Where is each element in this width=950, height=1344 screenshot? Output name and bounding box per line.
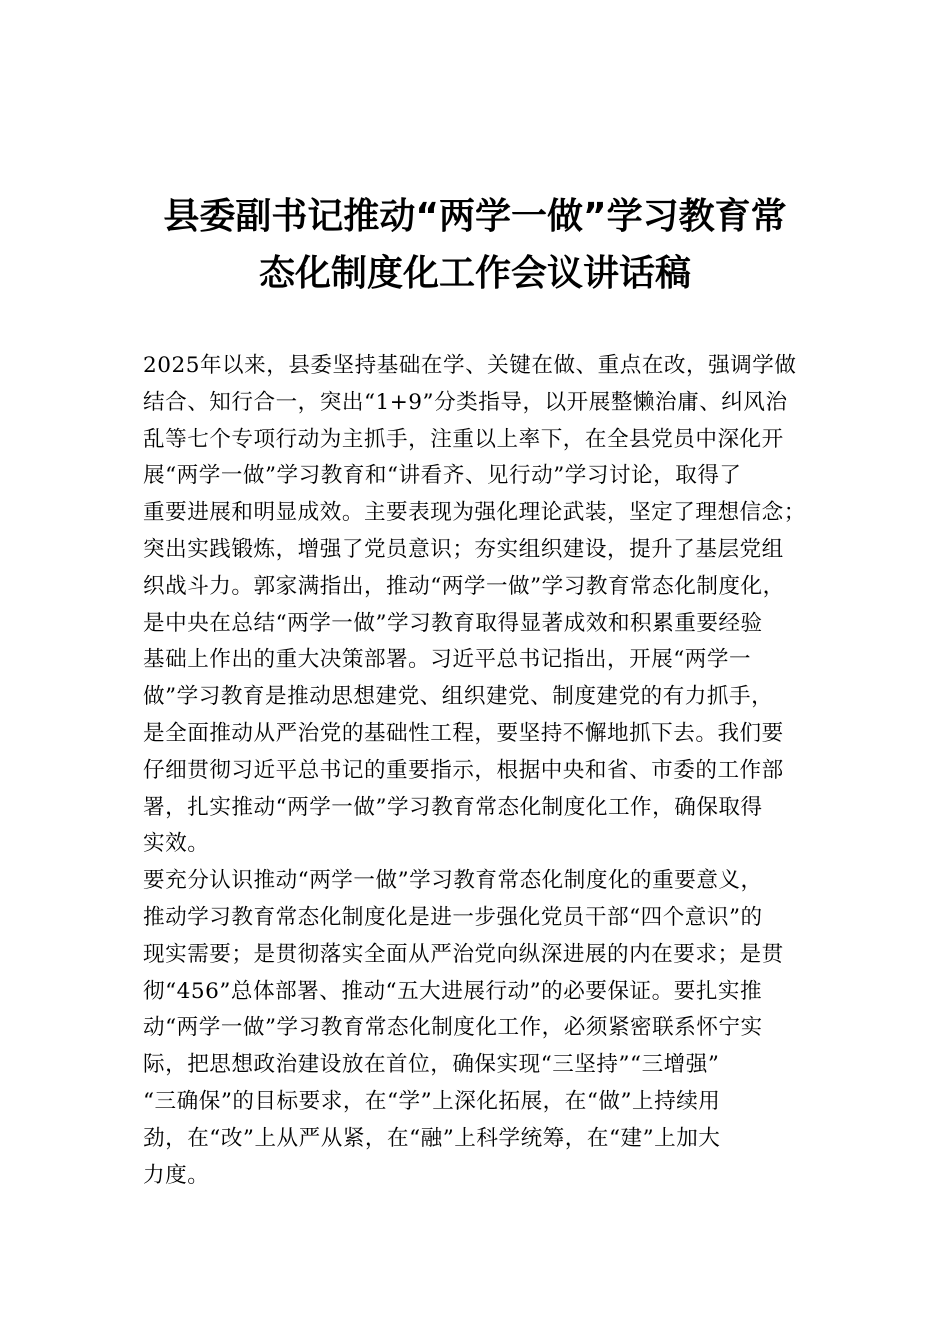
text-line: 仔细贯彻习近平总书记的重要指示，根据中央和省、市委的工作部 bbox=[143, 757, 784, 783]
title-line-1: 县委副书记推动“两学一做”学习教育常 bbox=[163, 196, 787, 237]
text-line: 要充分认识推动“两学一做”学习教育常态化制度化的重要意义， bbox=[143, 868, 763, 894]
text-line: 际，把思想政治建设放在首位，确保实现“三坚持”“三增强” bbox=[143, 1052, 720, 1078]
text-line: 署，扎实推动“两学一做”学习教育常态化制度化工作，确保取得 bbox=[143, 794, 763, 820]
text-line: 重要进展和明显成效。主要表现为强化理论武装，坚定了理想信念； bbox=[143, 500, 806, 526]
text-line: 实效。 bbox=[143, 831, 210, 857]
text-line: 展“两学一做”学习教育和“讲看齐、见行动”学习讨论，取得了 bbox=[143, 463, 742, 489]
text-line: 织战斗力。郭家满指出，推动“两学一做”学习教育常态化制度化， bbox=[143, 573, 785, 599]
text-line: 做”学习教育是推动思想建党、组织建党、制度建党的有力抓手， bbox=[143, 684, 774, 710]
text-line: 基础上作出的重大决策部署。习近平总书记指出，开展“两学一 bbox=[143, 647, 752, 673]
document-body bbox=[143, 348, 823, 1194]
text-line: 现实需要；是贯彻落实全面从严治党向纵深进展的内在要求；是贯 bbox=[143, 941, 784, 967]
title-line-2: 态化制度化工作会议讲话稿 bbox=[258, 253, 691, 294]
text-line: 是全面推动从严治党的基础性工程，要坚持不懈地抓下去。我们要 bbox=[143, 720, 784, 746]
text-line: 2025年以来，县委坚持基础在学、关键在做、重点在改，强调学做 bbox=[143, 353, 797, 378]
text-line: 是中央在总结“两学一做”学习教育取得显著成效和积累重要经验 bbox=[143, 610, 763, 636]
text-line: 动“两学一做”学习教育常态化制度化工作，必须紧密联系怀宁实 bbox=[143, 1015, 763, 1041]
document-title bbox=[100, 188, 850, 302]
text-line: 力度。 bbox=[143, 1162, 210, 1188]
text-line: 结合、知行合一，突出“1+9”分类指导，以开展整懒治庸、纠风治 bbox=[143, 389, 788, 415]
text-line: 推动学习教育常态化制度化是进一步强化党员干部“四个意识”的 bbox=[143, 904, 763, 930]
text-line: 乱等七个专项行动为主抓手，注重以上率下，在全县党员中深化开 bbox=[143, 426, 784, 452]
text-line: “三确保”的目标要求，在“学”上深化拓展，在“做”上持续用 bbox=[143, 1088, 721, 1114]
paragraph-2 bbox=[143, 863, 823, 1194]
text-line: 劲，在“改”上从严从紧，在“融”上科学统筹，在“建”上加大 bbox=[143, 1125, 721, 1151]
paragraph-1 bbox=[143, 348, 823, 863]
text-line: 彻“456”总体部署、推动“五大进展行动”的必要保证。要扎实推 bbox=[143, 978, 763, 1004]
text-line: 突出实践锻炼，增强了党员意识；夯实组织建设，提升了基层党组 bbox=[143, 536, 784, 562]
